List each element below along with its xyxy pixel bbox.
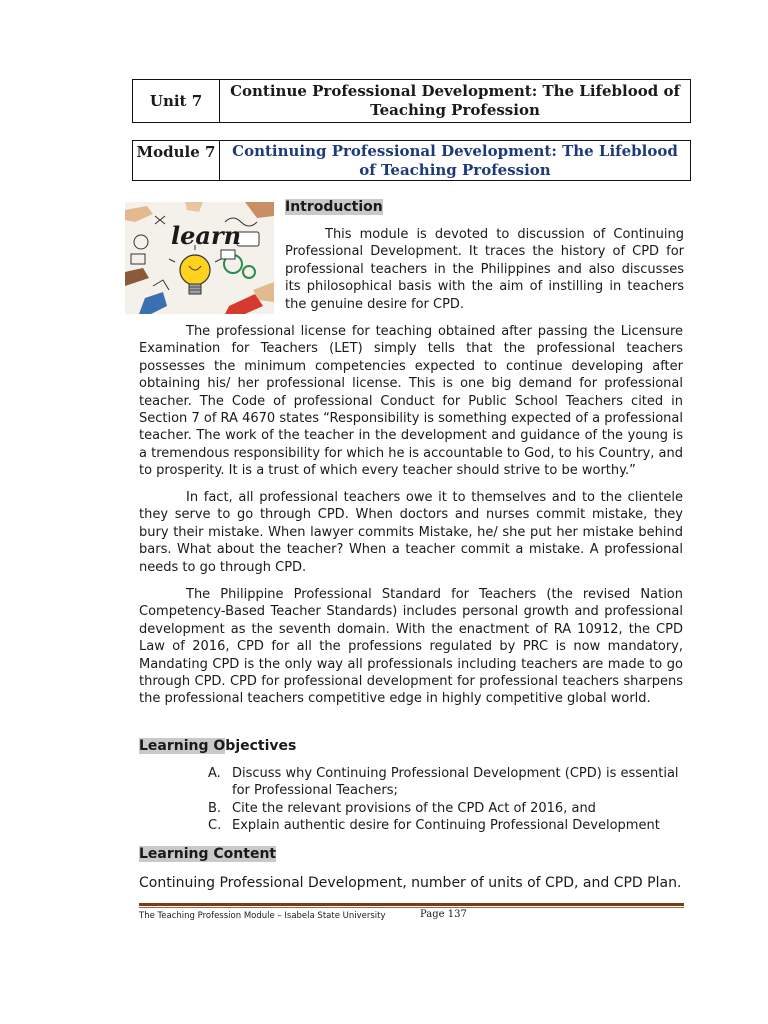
module-label: Module 7 <box>133 141 220 180</box>
learn-word: learn <box>171 221 242 250</box>
list-item-text: Explain authentic desire for Continuing Professional Development <box>232 818 660 834</box>
list-marker: C. <box>208 818 222 834</box>
module-header-table <box>132 140 691 181</box>
objectives-list <box>208 765 684 835</box>
list-item-text: Cite the relevant provisions of the CPD Act of 2016, and <box>232 800 596 816</box>
list-item <box>208 765 684 800</box>
objectives-heading-rest: bjectives <box>225 738 297 754</box>
learning-objectives-heading <box>139 738 296 755</box>
list-marker: A. <box>208 766 221 781</box>
unit-title: Continue Professional Development: The Lifeblood of Teaching Profession <box>230 82 680 119</box>
learning-content-heading-text: Learning Content <box>139 846 277 862</box>
footer-module-title: The Teaching Profession Module – Isabela State University <box>139 911 386 921</box>
footer-page-number: Page 137 <box>420 909 467 920</box>
body-paragraph-3: The Philippine Professional Standard for Teachers (the revised Nation Competency-Based Teacher Standards) includes personal growth and professional development as the seventh domain. With the enactment of RA 10912, the CPD Law of 2016, CPD for all the professions regulated by PRC is now mandatory, Mandating CPD is the only way all professionals including teachers are made to go through CPD. CPD for professional development for professional teachers sharpens the professional teachers competitive edge in highly competitive global world. <box>139 587 683 707</box>
objectives-heading-highlight: Learning O <box>139 738 226 754</box>
unit-label: Unit 7 <box>133 80 220 122</box>
list-marker: B. <box>208 800 222 816</box>
list-item <box>208 800 684 817</box>
list-item <box>208 817 684 834</box>
introduction-heading <box>285 199 383 216</box>
footer-rule-thin <box>139 907 684 908</box>
learning-content-heading <box>139 846 276 863</box>
learn-lightbulb-illustration <box>125 202 274 314</box>
module-title: Continuing Professional Development: The Lifeblood of Teaching Profession <box>232 141 678 179</box>
body-paragraph-2: In fact, all professional teachers owe it to themselves and to the clientele they serve to go through CPD. When doctors and nurses commit mistake, they bury their mistake. When lawyer commits Mistake, he/ she put her mistake behind bars. What about the teacher? When a teacher commit a mistake. A professional needs to go through CPD. <box>139 490 683 575</box>
body-paragraph-1: The professional license for teaching obtained after passing the Licensure Examination for Teachers (LET) simply tells that the professional teachers possesses the minimum competencies expected to continue developing after obtaining his/ her professional license. This is one big demand for professional teacher. The Code of professional Conduct for Public School Teachers cited in Section 7 of RA 4670 states “Responsibility is something expected of a professional teacher. The work of the teacher in the development and guidance of the young is a tremendous responsibility for which he is accountable to God, to his Country, and to prosperity. It is a trust of which every teacher should strive to be worthy.” <box>139 324 683 479</box>
learning-content-text: Continuing Professional Development, number of units of CPD, and CPD Plan. <box>139 875 682 891</box>
introduction-paragraph: This module is devoted to discussion of Continuing Professional Development. It traces the history of CPD for professional teachers in the Philippines and also discusses its philosophical basis with the aim of instilling in teachers the genuine desire for CPD. <box>285 227 684 312</box>
list-item-text: Discuss why Continuing Professional Development (CPD) is essential for Professional Teachers; <box>232 766 679 799</box>
unit-header-table <box>132 79 691 123</box>
introduction-heading-text: Introduction <box>285 199 383 215</box>
footer-rule-thick <box>139 903 684 906</box>
